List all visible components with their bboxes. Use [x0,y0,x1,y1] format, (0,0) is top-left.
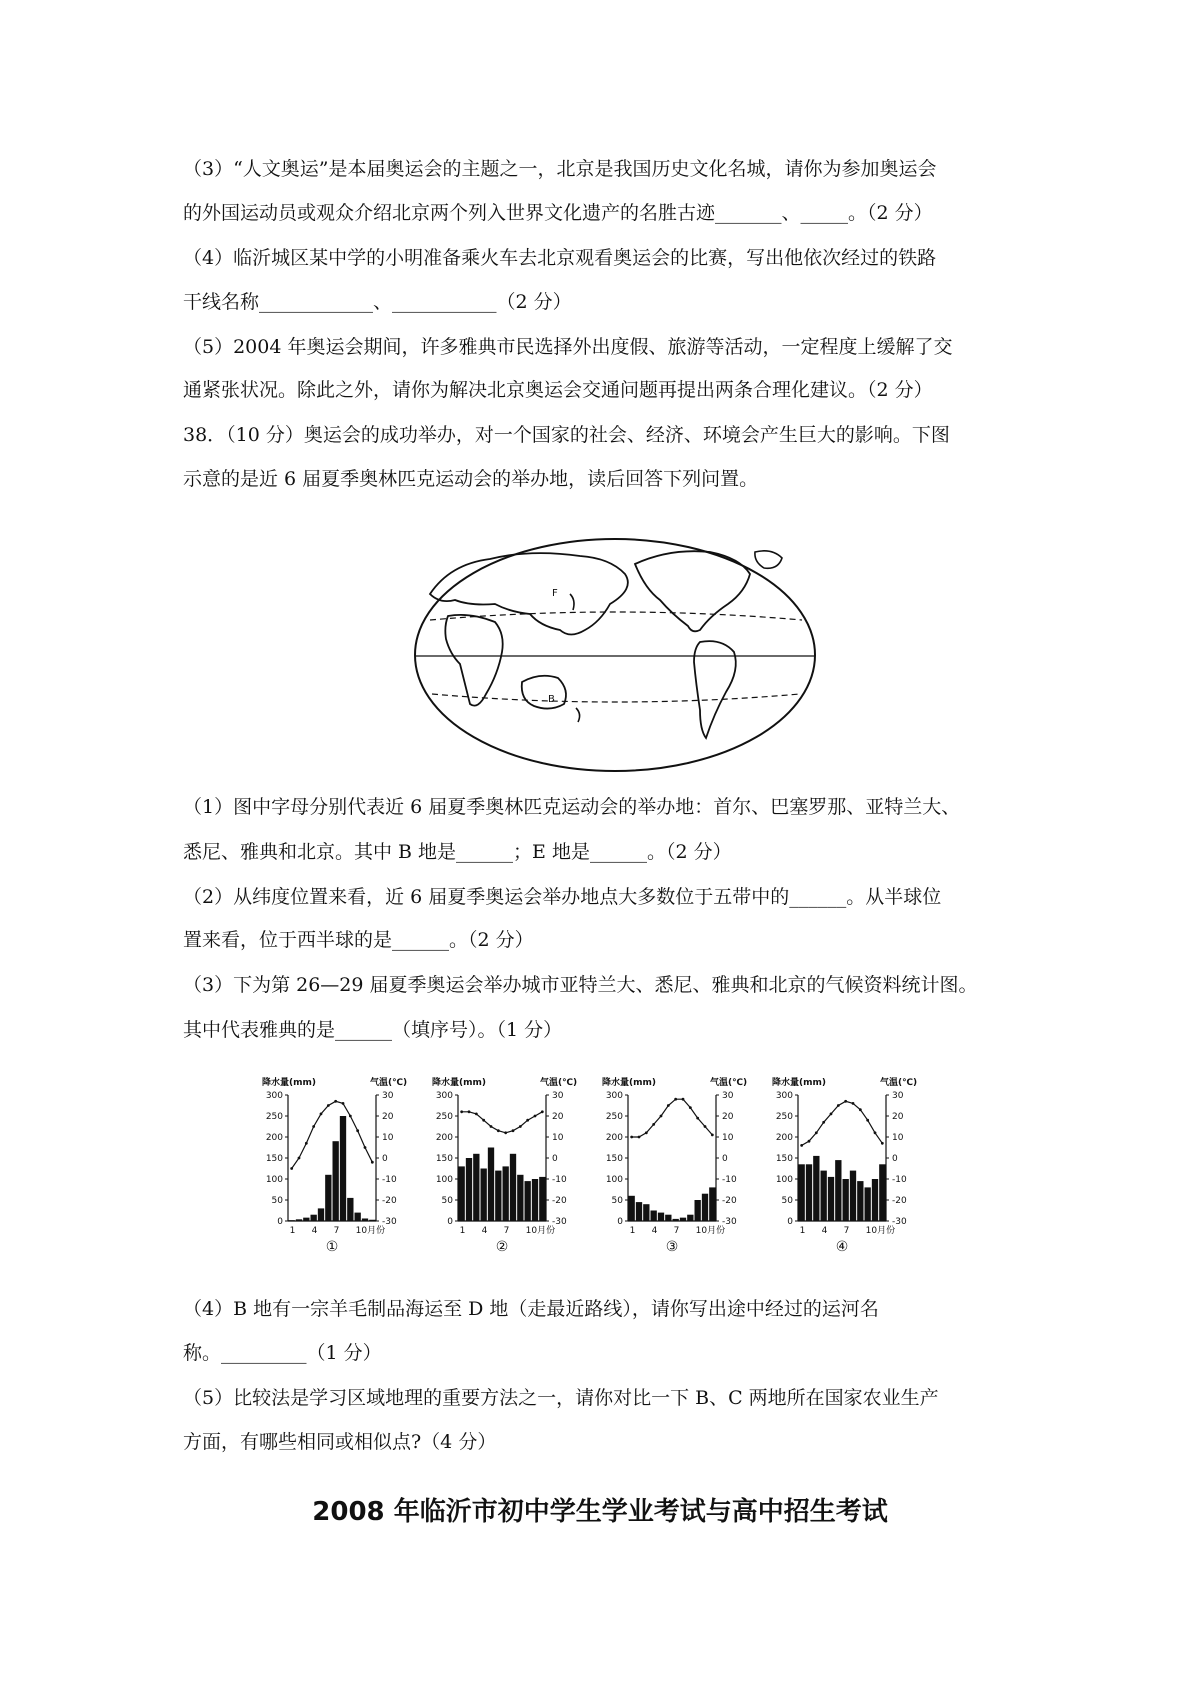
precip-tick-label: 150 [265,1154,283,1164]
temp-tick-label: -30 [552,1217,567,1227]
precip-tick-label: 250 [775,1112,793,1122]
question-5-line-1: （5）2004 年奥运会期间，许多雅典市民选择外出度假、旅游等活动，一定程度上缓解了交 [183,336,953,358]
temp-axis-label: 气温(℃) [540,1078,578,1088]
month-tick-label: 4 [651,1226,658,1236]
temp-point [482,1119,485,1122]
precip-bar [340,1116,346,1221]
chart-number-label: ② [495,1239,509,1255]
precip-bar [539,1177,545,1221]
map-greenland [755,551,782,568]
chart-number-label: ③ [665,1239,679,1255]
precip-bar [665,1215,671,1221]
precip-bar [651,1211,657,1222]
temp-tick-label: 30 [552,1091,564,1101]
precip-tick-label: 200 [605,1133,623,1143]
precip-bar [355,1213,361,1221]
temp-tick-label: 30 [892,1091,904,1101]
precip-tick-label: 250 [435,1112,453,1122]
temp-tick-label: 30 [722,1091,734,1101]
temp-tick-label: -20 [892,1196,907,1206]
precip-bar [709,1187,715,1221]
question-38-5-line-2: 方面，有哪些相同或相似点?（4 分） [183,1431,497,1453]
precip-bar [495,1171,501,1221]
question-38-line-2: 示意的是近 6 届夏季奥林匹克运动会的举办地，读后回答下列问置。 [183,468,759,490]
temp-tick-label: 10 [382,1133,394,1143]
precip-bar [821,1171,827,1221]
temp-point [837,1104,840,1107]
temp-axis-label: 气温(℃) [710,1078,748,1088]
month-tick-label: 10月份 [525,1226,556,1236]
precip-bar [510,1154,516,1221]
precip-bar [488,1148,494,1222]
precip-tick-label: 200 [265,1133,283,1143]
temp-tick-label: -30 [382,1217,397,1227]
month-tick-label: 1 [289,1226,296,1236]
temp-point [490,1125,493,1128]
temp-tick-label: 0 [892,1154,898,1164]
precip-tick-label: 100 [605,1175,623,1185]
temp-point [334,1100,337,1103]
precip-tick-label: 100 [775,1175,793,1185]
precip-tick-label: 250 [605,1112,623,1122]
temp-point [312,1125,315,1128]
question-38-1-line-2: 悉尼、雅典和北京。其中 B 地是______；E 地是______。（2 分） [183,841,732,863]
temp-tick-label: 20 [722,1112,734,1122]
map-tropic-south [432,694,800,702]
temp-tick-label: -30 [892,1217,907,1227]
temp-tick-label: -10 [382,1175,397,1185]
precip-bar [828,1177,834,1221]
temp-point [881,1142,884,1145]
map-japan [570,594,574,610]
temp-point [630,1136,633,1139]
temp-point [815,1131,818,1134]
month-tick-label: 4 [821,1226,828,1236]
temp-point [822,1121,825,1124]
temp-point [526,1119,529,1122]
question-38-line-1: 38．（10 分）奥运会的成功举办，对一个国家的社会、经济、环境会产生巨大的影响。下图 [183,424,950,446]
precip-axis-label: 降水量(mm) [262,1078,316,1088]
precip-bar [369,1220,375,1221]
map-outline [415,539,815,771]
precip-bar [473,1154,479,1221]
precip-bar [673,1219,679,1221]
temp-tick-label: -30 [722,1217,737,1227]
precip-axis-label: 降水量(mm) [432,1078,486,1088]
climate-chart-3 [600,1073,760,1263]
temp-line [292,1101,373,1168]
map-north-america [635,551,750,631]
question-38-1-line-1: （1）图中字母分别代表近 6 届夏季奥林匹克运动会的举办地：首尔、巴塞罗那、亚特兰大、 [183,796,961,818]
temp-point [844,1100,847,1103]
temp-point [859,1108,862,1111]
precip-bar [466,1158,472,1221]
temp-tick-label: 10 [552,1133,564,1143]
temp-tick-label: -20 [552,1196,567,1206]
precip-tick-label: 150 [435,1154,453,1164]
temp-point [460,1110,463,1113]
precip-bar [311,1215,317,1221]
map-africa [445,615,502,706]
chart-number-label: ④ [835,1239,849,1255]
precip-bar [525,1181,531,1221]
month-tick-label: 10月份 [355,1226,386,1236]
precip-bar [532,1179,538,1221]
precip-bar [879,1164,885,1221]
month-tick-label: 1 [799,1226,806,1236]
precip-tick-label: 100 [265,1175,283,1185]
precip-bar [695,1200,701,1221]
temp-point [682,1098,685,1101]
question-38-2-line-1: （2）从纬度位置来看，近 6 届夏季奥运会举办地点大多数位于五带中的______。从半球位 [183,886,942,908]
precip-bar [362,1218,368,1221]
temp-point [645,1131,648,1134]
precip-tick-label: 300 [605,1091,623,1101]
temp-tick-label: 10 [892,1133,904,1143]
temp-point [497,1129,500,1132]
question-3-line-1: （3）“人文奥运”是本届奥运会的主题之一，北京是我国历史文化名城，请你为参加奥运会 [183,158,937,180]
temp-point [852,1102,855,1105]
temp-point [541,1110,544,1113]
temp-tick-label: 0 [382,1154,388,1164]
precip-tick-label: 0 [617,1217,623,1227]
precip-tick-label: 250 [265,1112,283,1122]
temp-tick-label: -10 [552,1175,567,1185]
climate-chart-4 [770,1073,930,1263]
temp-point [371,1161,374,1164]
temp-point [866,1119,869,1122]
precip-bar [857,1181,863,1221]
month-tick-label: 10月份 [865,1226,896,1236]
precip-bar [658,1213,664,1221]
temp-point [364,1146,367,1149]
temp-point [696,1117,699,1120]
precip-bar [799,1164,805,1221]
precip-tick-label: 300 [435,1091,453,1101]
month-tick-label: 10月份 [695,1226,726,1236]
temp-point [468,1110,471,1113]
temp-tick-label: 20 [892,1112,904,1122]
climate-chart-1 [260,1073,420,1263]
climate-charts [260,1073,960,1268]
precip-bar [806,1164,812,1221]
precip-bar [865,1187,871,1221]
question-38-5-line-1: （5）比较法是学习区域地理的重要方法之一，请你对比一下 B、C 两地所在国家农业生产 [183,1387,939,1409]
precip-bar [459,1166,465,1221]
precip-bar [872,1179,878,1221]
temp-line [632,1099,713,1137]
world-map [410,534,820,776]
precip-bar [333,1141,339,1221]
question-5-line-2: 通紧张状况。除此之外，请你为解决北京奥运会交通问题再提出两条合理化建议。（2 分） [183,379,933,401]
temp-tick-label: 0 [722,1154,728,1164]
precip-tick-label: 100 [435,1175,453,1185]
temp-point [830,1113,833,1116]
precip-bar [289,1220,295,1221]
precip-bar [296,1219,302,1221]
temp-tick-label: 30 [382,1091,394,1101]
precip-tick-label: 0 [447,1217,453,1227]
precip-tick-label: 150 [775,1154,793,1164]
precip-bar [850,1171,856,1221]
precip-tick-label: 50 [781,1196,793,1206]
month-tick-label: 7 [673,1226,680,1236]
temp-point [534,1115,537,1118]
exam-title: 2008 年临沂市初中学生学业考试与高中招生考试 [312,1497,888,1527]
precip-tick-label: 0 [787,1217,793,1227]
temp-point [638,1136,641,1139]
temp-line [802,1101,883,1145]
question-38-4-line-2: 称。_________（1 分） [183,1342,382,1364]
precip-tick-label: 50 [271,1196,283,1206]
temp-point [298,1157,301,1160]
precip-bar [835,1160,841,1221]
temp-axis-label: 气温(℃) [370,1078,408,1088]
month-tick-label: 1 [459,1226,466,1236]
precip-tick-label: 200 [775,1133,793,1143]
temp-point [349,1115,352,1118]
temp-point [475,1113,478,1116]
temp-tick-label: 10 [722,1133,734,1143]
temp-point [327,1104,330,1107]
month-tick-label: 7 [843,1226,850,1236]
precip-axis-label: 降水量(mm) [602,1078,656,1088]
temp-tick-label: -10 [722,1175,737,1185]
precip-bar [813,1156,819,1221]
temp-line [462,1112,543,1133]
map-australia [522,676,566,709]
temp-point [874,1131,877,1134]
question-38-2-line-2: 置来看，位于西半球的是______。（2 分） [183,929,534,951]
climate-chart-2 [430,1073,590,1263]
month-tick-label: 4 [481,1226,488,1236]
temp-tick-label: 20 [382,1112,394,1122]
question-4-line-2: 干线名称____________、___________（2 分） [183,291,572,313]
temp-point [808,1140,811,1143]
temp-point [519,1125,522,1128]
map-label-b: B [548,694,555,705]
temp-axis-label: 气温(℃) [880,1078,918,1088]
temp-point [711,1134,714,1137]
temp-point [660,1115,663,1118]
precip-tick-label: 200 [435,1133,453,1143]
temp-point [689,1106,692,1109]
precip-tick-label: 50 [441,1196,453,1206]
precip-bar [636,1202,642,1221]
precip-tick-label: 300 [775,1091,793,1101]
month-tick-label: 4 [311,1226,318,1236]
chart-number-label: ① [325,1239,339,1255]
map-label-f: F [552,588,558,599]
map-new-zealand [576,708,580,722]
temp-point [800,1144,803,1147]
precip-bar [325,1175,331,1221]
temp-point [320,1113,323,1116]
month-tick-label: 7 [503,1226,510,1236]
precip-bar [643,1204,649,1221]
map-eurasia [430,553,628,634]
temp-point [504,1131,507,1134]
temp-point [674,1098,677,1101]
temp-point [667,1104,670,1107]
precip-bar [347,1198,353,1221]
temp-tick-label: -20 [722,1196,737,1206]
precip-tick-label: 300 [265,1091,283,1101]
temp-point [342,1102,345,1105]
precip-bar [687,1215,693,1221]
precip-bar [680,1218,686,1221]
precip-tick-label: 0 [277,1217,283,1227]
temp-point [305,1142,308,1145]
precip-bar [303,1218,309,1221]
month-tick-label: 1 [629,1226,636,1236]
precip-bar [517,1175,523,1221]
precip-tick-label: 50 [611,1196,623,1206]
precip-axis-label: 降水量(mm) [772,1078,826,1088]
month-tick-label: 7 [333,1226,340,1236]
temp-tick-label: 0 [552,1154,558,1164]
precip-bar [629,1196,635,1221]
question-38-4-line-1: （4）B 地有一宗羊毛制品海运至 D 地（走最近路线），请你写出途中经过的运河名 [183,1298,879,1320]
temp-point [652,1123,655,1126]
question-38-3-line-2: 其中代表雅典的是______（填序号）。（1 分） [183,1019,563,1041]
temp-tick-label: -10 [892,1175,907,1185]
question-3-line-2: 的外国运动员或观众介绍北京两个列入世界文化遗产的名胜古迹_______、_____。（2 分） [183,202,933,224]
question-38-3-line-1: （3）下为第 26—29 届夏季奥运会举办城市亚特兰大、悉尼、雅典和北京的气候资料统计图。 [183,974,978,996]
precip-bar [843,1179,849,1221]
temp-point [704,1125,707,1128]
temp-point [356,1129,359,1132]
temp-tick-label: 20 [552,1112,564,1122]
precip-bar [318,1208,324,1221]
precip-bar [702,1194,708,1221]
question-4-line-1: （4）临沂城区某中学的小明准备乘火车去北京观看奥运会的比赛，写出他依次经过的铁路 [183,247,937,269]
precip-tick-label: 150 [605,1154,623,1164]
precip-bar [481,1169,487,1222]
temp-point [290,1167,293,1170]
temp-tick-label: -20 [382,1196,397,1206]
temp-point [512,1129,515,1132]
precip-bar [503,1166,509,1221]
